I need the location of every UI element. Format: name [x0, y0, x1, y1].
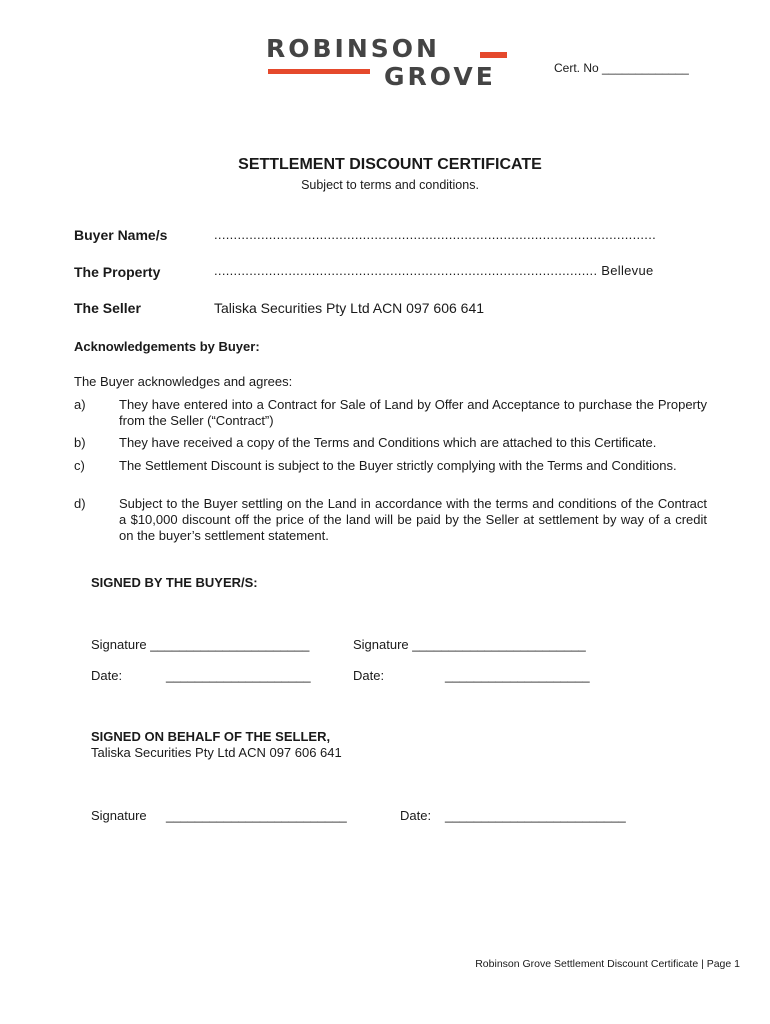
- seller-signature-label: Signature: [91, 808, 147, 823]
- logo-line-1: ROBINSON: [266, 34, 440, 63]
- page-footer: Robinson Grove Settlement Discount Certificate | Page 1: [475, 958, 740, 970]
- property-field[interactable]: .................................................................................................. Bellevue: [214, 263, 654, 278]
- property-label: The Property: [74, 264, 161, 280]
- buyer-signature-2[interactable]: Signature ________________________: [353, 637, 586, 652]
- page-title: SETTLEMENT DISCOUNT CERTIFICATE: [238, 156, 542, 173]
- seller-date-label: Date:: [400, 808, 432, 823]
- acknowledgements-heading: Acknowledgements by Buyer:: [74, 339, 260, 354]
- buyer-sign-heading: SIGNED BY THE BUYER/S:: [91, 575, 258, 590]
- buyer-signature-1[interactable]: Signature ______________________: [91, 637, 310, 652]
- buyer-date-2-field[interactable]: ____________________: [445, 668, 590, 683]
- item-letter: d): [74, 496, 86, 511]
- item-text: The Settlement Discount is subject to the Buyer strictly complying with the Terms and Conditions.: [119, 458, 677, 473]
- item-letter: b): [74, 435, 86, 450]
- item-letter: c): [74, 458, 85, 473]
- seller-sign-heading: SIGNED ON BEHALF OF THE SELLER,: [91, 729, 331, 744]
- item-text: Subject to the Buyer settling on the Land in accordance with the terms and conditions of the Contract a $10,000 discount off the price of the land will be paid by the Seller at settlement by way of a credit on the buyer’s settlement statement.: [119, 496, 707, 543]
- item-letter: a): [74, 397, 86, 412]
- seller-value: Taliska Securities Pty Ltd ACN 097 606 641: [214, 300, 485, 316]
- item-text: They have entered into a Contract for Sale of Land by Offer and Acceptance to purchase the Property from the Seller (“Contract”): [119, 397, 707, 428]
- page-subtitle: Subject to terms and conditions.: [301, 178, 479, 192]
- buyer-date-2-label: Date:: [353, 668, 385, 683]
- seller-label: The Seller: [74, 300, 141, 316]
- item-text: They have received a copy of the Terms and Conditions which are attached to this Certificate.: [119, 435, 657, 450]
- logo-line-2: GROVE: [384, 62, 496, 91]
- acknowledgements-intro: The Buyer acknowledges and agrees:: [74, 374, 293, 389]
- buyer-name-field[interactable]: .................................................................................................................: [214, 227, 657, 242]
- buyer-name-label: Buyer Name/s: [74, 227, 168, 243]
- cert-number-field[interactable]: Cert. No _____________: [554, 61, 689, 75]
- seller-date-field[interactable]: _________________________: [445, 808, 626, 823]
- logo-bar-left: [268, 69, 370, 74]
- buyer-date-1-field[interactable]: ____________________: [166, 668, 311, 683]
- seller-entity: Taliska Securities Pty Ltd ACN 097 606 641: [91, 745, 342, 760]
- logo-bar-right: [480, 52, 507, 58]
- seller-signature-field[interactable]: _________________________: [166, 808, 347, 823]
- buyer-date-1-label: Date:: [91, 668, 123, 683]
